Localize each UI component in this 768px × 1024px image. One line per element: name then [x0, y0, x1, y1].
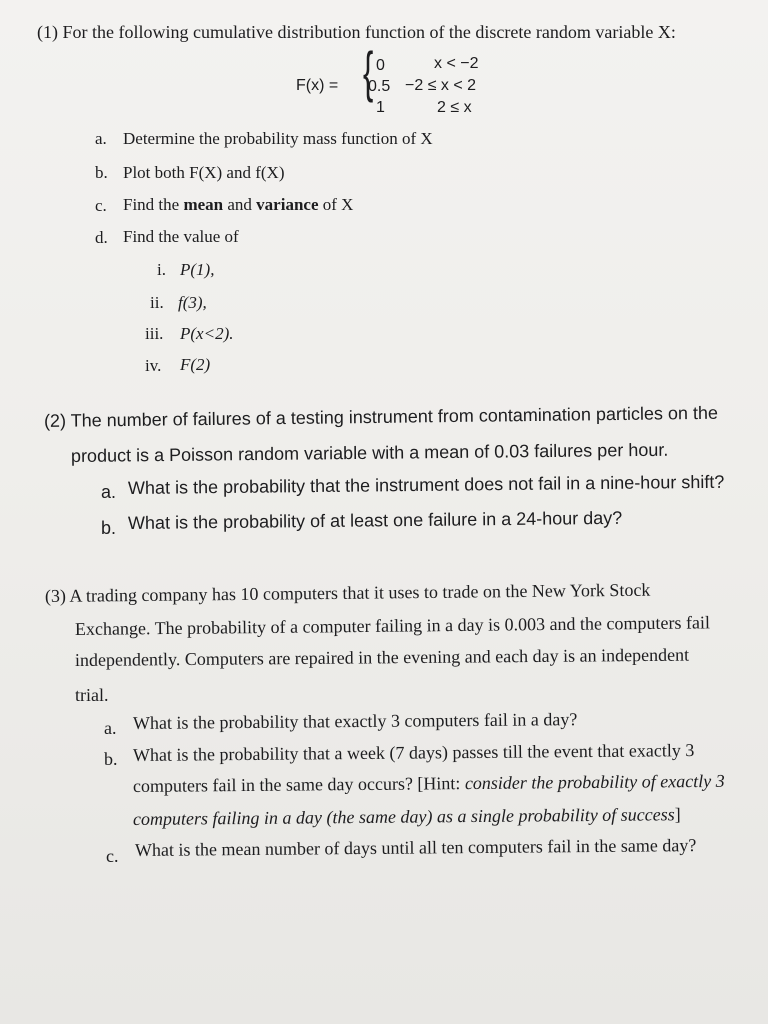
q2-line1: (2) The number of failures of a testing instrument from contamination particles on the — [43, 402, 719, 431]
cdf-condition-1: x < −2 — [434, 55, 479, 72]
q1-part-c-post: of X — [318, 195, 354, 214]
q3-line4: trial. — [75, 685, 109, 705]
q3-part-c-text: What is the mean number of days until all ten computers fail in the same day? — [134, 835, 697, 860]
q1-part-b-text: Plot both F(X) and f(X) — [123, 163, 285, 182]
q3-line1: (3) A trading company has 10 computers that it uses to trade on the New York Stock — [44, 579, 651, 606]
q2-part-a-label: a. — [101, 482, 117, 502]
q1-sub-ii-label: ii. — [150, 293, 164, 312]
q3-line2: Exchange. The probability of a computer failing in a day is 0.003 and the computers fail — [74, 612, 711, 639]
q3-part-a-text: What is the probability that exactly 3 computers fail in a day? — [132, 709, 578, 733]
q3-part-b-line2 — [133, 771, 725, 797]
q1-part-d-text: Find the value of — [123, 227, 239, 246]
q3-part-b-line1: What is the probability that a week (7 days) passes till the event that exactly 3 — [132, 740, 695, 765]
q3-part-b-hint-start: consider the probability of exactly 3 — [464, 770, 725, 794]
q3-part-b-label: b. — [104, 749, 118, 769]
q2-part-b-text: What is the probability of at least one failure in a 24-hour day? — [127, 507, 623, 533]
cdf-lhs: F(x) = — [296, 77, 339, 94]
cdf-condition-2: −2 ≤ x < 2 — [405, 77, 477, 94]
cdf-brace: { — [363, 40, 374, 103]
q1-part-a-label: a. — [95, 129, 107, 148]
q3-part-b-line3 — [133, 804, 681, 830]
q1-variance-bold: variance — [256, 195, 319, 214]
cdf-value-3: 1 — [376, 99, 385, 116]
q2-part-b-label: b. — [101, 518, 117, 538]
q1-intro: (1) For the following cumulative distribution function of the discrete random variable X: — [37, 22, 676, 42]
cdf-value-2: 0.5 — [368, 78, 391, 95]
cdf-condition-3: 2 ≤ x — [437, 99, 472, 116]
q1-sub-iv-text: F(2) — [180, 355, 211, 374]
q3-part-a-label: a. — [104, 718, 117, 738]
q3-part-b-line2-text: computers fail in the same day occurs? [Hint: — [132, 773, 465, 796]
q1-sub-ii-text: f(3), — [178, 293, 207, 312]
q1-sub-iii-label: iii. — [145, 324, 164, 343]
q1-part-c-mid: and — [223, 195, 257, 214]
q3-part-c-label: c. — [106, 846, 119, 866]
q3-part-b-hint-end: computers failing in a day (the same day) as a single probability of success — [132, 804, 675, 829]
q1-sub-i-label: i. — [157, 260, 166, 279]
q1-mean-bold: mean — [183, 195, 224, 214]
q1-part-c-text — [123, 195, 353, 215]
q1-part-c-pre: Find the — [123, 195, 184, 214]
q2-part-a-text: What is the probability that the instrument does not fail in a nine-hour shift? — [127, 471, 725, 498]
q1-sub-i-text: P(1), — [180, 260, 215, 279]
q1-part-b-label: b. — [95, 163, 108, 182]
q3-part-b-bracket: ] — [674, 804, 681, 825]
q3-line3: independently. Computers are repaired in the evening and each day is an independent — [74, 644, 690, 670]
cdf-value-1: 0 — [376, 57, 385, 74]
q1-sub-iii-text: P(x<2). — [180, 324, 234, 343]
q1-part-a-text: Determine the probability mass function of X — [123, 129, 433, 148]
q1-part-c-label: c. — [95, 196, 107, 215]
q2-line2: product is a Poisson random variable with a mean of 0.03 failures per hour. — [70, 439, 669, 466]
q1-sub-iv-label: iv. — [145, 356, 162, 375]
q1-part-d-label: d. — [95, 228, 108, 247]
